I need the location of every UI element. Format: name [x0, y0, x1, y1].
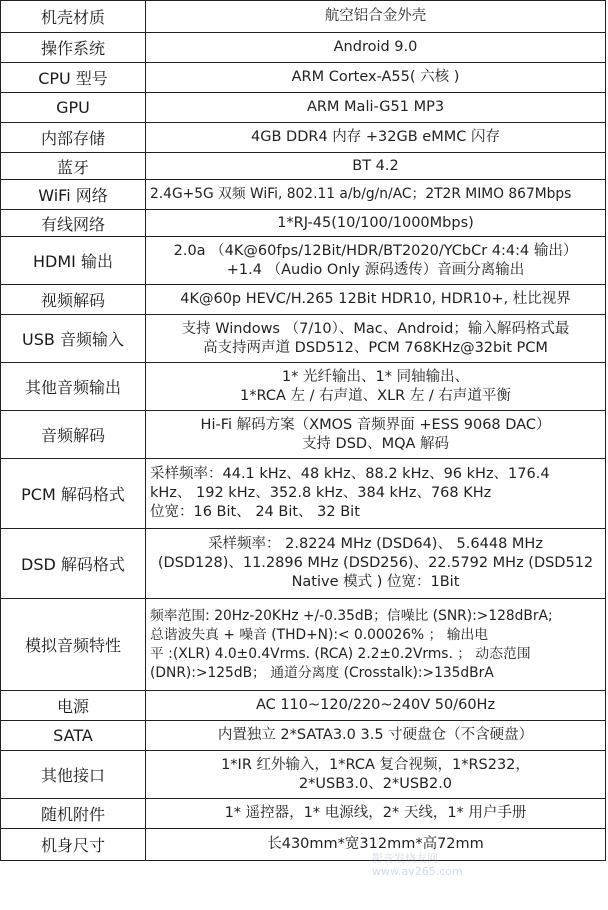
- spec-value-line: 采样频率：44.1 kHz、48 kHz、88.2 kHz、96 kHz、176.4: [150, 466, 550, 482]
- spec-row: [1, 33, 606, 63]
- spec-key: 随机附件: [1, 799, 146, 829]
- spec-value-line: 频率范围: 20Hz-20KHz +/-0.35dB；信噪比 (SNR):>128dBrA;: [150, 607, 553, 624]
- spec-value: [146, 363, 606, 411]
- spec-key: USB 音频输入: [1, 315, 146, 363]
- spec-value-line: 1* 光纤输出、1* 同轴输出、: [281, 368, 470, 385]
- spec-row: [1, 315, 606, 363]
- spec-key: 模拟音频特性: [1, 599, 146, 691]
- spec-value: [146, 799, 606, 829]
- spec-value-line: ARM Cortex-A55( 六核 ): [291, 69, 460, 85]
- spec-value-line: kHz、 192 kHz、352.8 kHz、384 kHz、768 KHz: [150, 485, 492, 501]
- spec-row: [1, 459, 606, 529]
- watermark-line-2: www.av265.com: [372, 865, 463, 878]
- spec-value-line: ARM Mali-G51 MP3: [306, 99, 445, 115]
- spec-value: [146, 691, 606, 721]
- spec-row: [1, 751, 606, 799]
- spec-key: 音频解码: [1, 411, 146, 459]
- spec-row: [1, 93, 606, 123]
- spec-row: [1, 153, 606, 180]
- spec-key: 其他音频输出: [1, 363, 146, 411]
- spec-row: [1, 529, 606, 599]
- watermark-line-1: 影音发烧友网: [372, 852, 438, 865]
- spec-row: [1, 799, 606, 829]
- spec-value: [146, 210, 606, 237]
- spec-row: [1, 411, 606, 459]
- spec-value-line: 航空铝合金外壳: [324, 8, 427, 24]
- spec-key: GPU: [1, 93, 146, 123]
- spec-value: [146, 459, 606, 529]
- spec-value: [146, 751, 606, 799]
- spec-value: [146, 829, 606, 861]
- spec-value: [146, 1, 606, 33]
- spec-value: [146, 33, 606, 63]
- spec-value-line: 1* 遥控器，1* 电源线，2* 天线，1* 用户手册: [224, 805, 527, 821]
- spec-row: [1, 363, 606, 411]
- spec-key: 其他接口: [1, 751, 146, 799]
- spec-value-line: 4K@60p HEVC/H.265 12Bit HDR10, HDR10+, 杜比视界: [180, 291, 571, 307]
- spec-value-line: 4GB DDR4 内存 +32GB eMMC 闪存: [251, 129, 500, 145]
- spec-key: HDMI 输出: [1, 237, 146, 285]
- spec-row: [1, 237, 606, 285]
- spec-value-line: Android 9.0: [333, 39, 418, 55]
- spec-value-line: 长430mm*宽312mm*高72mm: [267, 836, 484, 852]
- spec-key: WiFi 网络: [1, 180, 146, 210]
- spec-value: [146, 63, 606, 93]
- spec-row: [1, 63, 606, 93]
- spec-row: [1, 285, 606, 315]
- spec-value-line: BT 4.2: [352, 157, 399, 174]
- spec-value-line: 2.0a （4K@60fps/12Bit/HDR/BT2020/YCbCr 4:4:4 输出）: [173, 242, 578, 259]
- spec-key: 有线网络: [1, 210, 146, 237]
- spec-value: [146, 153, 606, 180]
- spec-row: [1, 721, 606, 751]
- spec-value-line: 1*IR 红外输入，1*RCA 复合视频，1*RS232，: [221, 756, 530, 773]
- spec-row: [1, 829, 606, 861]
- spec-value: [146, 93, 606, 123]
- spec-key: DSD 解码格式: [1, 529, 146, 599]
- spec-value: [146, 599, 606, 691]
- spec-value-line: 2.4G+5G 双频 WiFi, 802.11 a/b/g/n/AC；2T2R MIMO 867Mbps: [150, 186, 572, 202]
- spec-key: PCM 解码格式: [1, 459, 146, 529]
- spec-value-line: (DNR):>125dB； 通道分离度 (Crosstalk):>135dBrA: [150, 664, 494, 681]
- spec-key: 内部存储: [1, 123, 146, 153]
- spec-value-line: 平 :(XLR) 4.0±0.4Vrms. (RCA) 2.2±0.2Vrms. ； 动态范围: [150, 645, 531, 662]
- spec-value: [146, 123, 606, 153]
- spec-row: [1, 123, 606, 153]
- spec-value-line: 1*RJ-45(10/100/1000Mbps): [277, 214, 474, 231]
- spec-key: SATA: [1, 721, 146, 751]
- spec-value-line: (DSD128)、11.2896 MHz (DSD256)、22.5792 MHz (DSD512: [157, 555, 594, 571]
- spec-row: [1, 180, 606, 210]
- spec-row: [1, 1, 606, 33]
- spec-value-line: 支持 DSD、MQA 解码: [301, 435, 450, 452]
- spec-value: [146, 315, 606, 363]
- spec-value: [146, 529, 606, 599]
- spec-key: 视频解码: [1, 285, 146, 315]
- spec-value-line: 位宽：16 Bit、 24 Bit、 32 Bit: [150, 504, 360, 520]
- spec-value: [146, 180, 606, 210]
- spec-value: [146, 411, 606, 459]
- spec-value-line: 总谐波失真 + 噪音 (THD+N):< 0.00026% ； 输出电: [150, 626, 489, 643]
- spec-value-line: 2*USB3.0、2*USB2.0: [298, 775, 453, 792]
- spec-value-line: +1.4 （Audio Only 源码透传）音画分离输出: [226, 261, 525, 278]
- spec-row: [1, 210, 606, 237]
- spec-value-line: Hi-Fi 解码方案（XMOS 音频界面 +ESS 9068 DAC）: [200, 416, 551, 433]
- spec-key: 操作系统: [1, 33, 146, 63]
- spec-value: [146, 721, 606, 751]
- spec-value-line: 采样频率： 2.8224 MHz (DSD64)、 5.6448 MHz: [208, 536, 543, 552]
- spec-key: 机身尺寸: [1, 829, 146, 861]
- spec-value: [146, 237, 606, 285]
- spec-key: 机壳材质: [1, 1, 146, 33]
- spec-value-line: 支持 Windows （7/10）、Mac、Android；输入解码格式最: [181, 320, 570, 337]
- spec-value-line: AC 110~120/220~240V 50/60Hz: [255, 697, 496, 713]
- spec-value-line: 1*RCA 左 / 右声道、XLR 左 / 右声道平衡: [240, 387, 511, 404]
- spec-row: [1, 691, 606, 721]
- spec-table-body: [1, 1, 606, 861]
- spec-value: [146, 285, 606, 315]
- spec-key: 蓝牙: [1, 153, 146, 180]
- spec-key: CPU 型号: [1, 63, 146, 93]
- spec-value-line: Native 模式 ) 位宽：1Bit: [291, 574, 460, 590]
- spec-value-line: 内置独立 2*SATA3.0 3.5 寸硬盘仓（不含硬盘）: [217, 727, 534, 743]
- spec-key: 电源: [1, 691, 146, 721]
- spec-row: [1, 599, 606, 691]
- spec-value-line: 高支持两声道 DSD512、PCM 768KHz@32bit PCM: [203, 339, 548, 356]
